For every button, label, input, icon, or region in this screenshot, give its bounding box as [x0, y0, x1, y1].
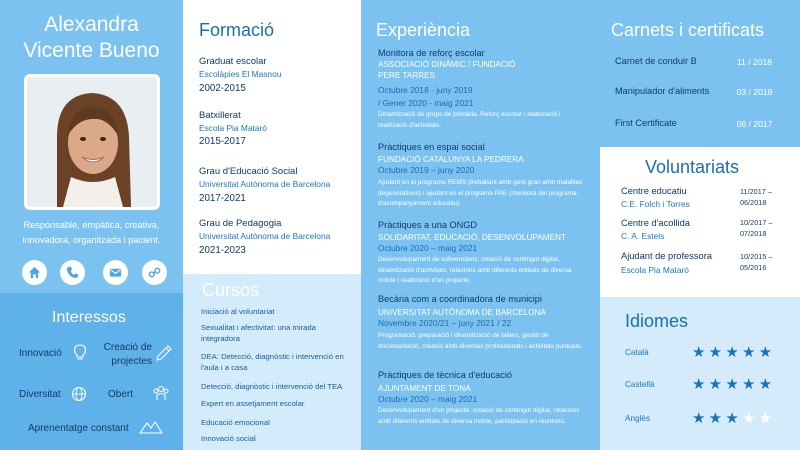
home-icon[interactable] — [22, 260, 47, 285]
experience-role: Pràctiques a una ONGD — [378, 220, 478, 230]
experience-desc: Desenvolupament d'un projecte, creació de contingut digital, relacions amb diferents entitats de diversa índole, participació en reunions. — [378, 407, 580, 425]
certificate-label: First Certificate — [615, 118, 677, 128]
experience-org: FUNDACIÓ CATALUNYA LA PEDRERA — [378, 155, 524, 164]
certificate-label: Carnet de conduir B — [615, 56, 697, 66]
star-filled-icon: ★ — [758, 376, 776, 393]
language-rating — [692, 377, 775, 392]
volunteer-role: Centre d'acollida — [621, 218, 690, 228]
course-item: Innovació social — [201, 434, 256, 443]
lightbulb-icon — [73, 344, 87, 362]
certificate-label: Manipulador d'aliments — [615, 86, 710, 96]
language-rating — [692, 345, 775, 360]
experience-role: Pràctiques en espai social — [378, 142, 485, 152]
course-item: Sexualitat i afectivitat: una mirada integradora — [201, 323, 316, 343]
experience-role: Pràctiques de tècnica d'educació — [378, 370, 513, 380]
star-filled-icon: ★ — [741, 376, 759, 393]
education-title: Formació — [199, 20, 275, 40]
globe-icon — [71, 386, 87, 402]
group-icon — [152, 384, 170, 402]
language-name: Català — [625, 348, 649, 357]
star-filled-icon: ★ — [725, 344, 742, 361]
education-school: Universitat Autònoma de Barcelona — [199, 179, 331, 189]
education-years: 2002-2015 — [199, 83, 246, 94]
certificate-date: 11 / 2018 — [736, 57, 773, 67]
star-filled-icon: ★ — [708, 344, 726, 361]
interest-label: Aprenentatge constant — [28, 423, 129, 434]
experience-dates: Novembre 2020/21 – juny 2021 / 22 — [378, 318, 512, 328]
portrait-image — [27, 77, 157, 207]
interests-title: Interessos — [52, 309, 126, 326]
experience-dates: Octubre 2020 – maig 2021 — [378, 243, 478, 253]
experience-title: Experiència — [376, 20, 471, 40]
experience-desc: Desenvolupament de subvencions, creació de contingut digital, dinamització d'activitats, relacions amb diferents entitats de diversa índole i realització d'un projecte. — [378, 256, 572, 284]
certificate-date: 06 / 2017 — [736, 119, 773, 129]
education-years: 2021-2023 — [199, 245, 246, 256]
education-years: 2015-2017 — [199, 136, 246, 147]
mountain-icon — [139, 418, 163, 434]
course-item: DEA: Detecció, diagnòstic i intervenció en l'aula i a casa — [201, 352, 344, 372]
tagline: Responsable, empàtica, creativa, innovadora, organitzada i pacient. — [22, 220, 161, 245]
course-item: Expert en assetjament escolar — [201, 399, 305, 408]
education-school: Universitat Autònoma de Barcelona — [199, 231, 331, 241]
experience-role: Becària com a coordinadora de municipi — [378, 294, 542, 304]
language-name: Anglès — [625, 414, 651, 423]
certificates-title: Carnets i certificats — [611, 20, 765, 40]
experience-desc: Dinamització de grups de primària. Reforç escolar i elaboració i realització d'activitats. — [378, 111, 561, 129]
experience-org: UNIVERSITAT AUTÒNOMA DE BARCELONA — [378, 308, 546, 317]
interest-label: Diversitat — [19, 389, 61, 400]
star-filled-icon: ★ — [692, 410, 709, 427]
volunteer-role: Ajudant de professora — [621, 251, 712, 261]
phone-icon[interactable] — [60, 260, 85, 285]
language-rating — [692, 411, 775, 426]
certificate-date: 03 / 2018 — [736, 87, 773, 97]
experience-dates: / Gener 2020 - maig 2021 — [378, 98, 474, 108]
education-school: Escolàpies El Masnou — [199, 69, 282, 79]
star-filled-icon: ★ — [692, 344, 709, 361]
course-item: Iniciació al voluntariat — [201, 307, 275, 316]
star-filled-icon: ★ — [725, 376, 742, 393]
experience-org: AJUNTAMENT DE TONA — [378, 384, 471, 393]
interest-label: Innovació — [19, 348, 62, 359]
course-item: Detecció, diagnòstic i intervenció del TEA — [201, 382, 343, 391]
volunteer-org: C. A. Estels — [621, 231, 665, 241]
course-item: Educació emocional — [201, 418, 270, 427]
languages-title: Idiomes — [625, 311, 689, 331]
link-icon[interactable] — [142, 260, 167, 285]
profile-column — [0, 0, 183, 450]
star-filled-icon: ★ — [758, 344, 776, 361]
star-filled-icon: ★ — [725, 410, 742, 427]
volunteer-dates: 11/2017 – 06/2018 — [740, 187, 772, 207]
education-years: 2017-2021 — [199, 193, 246, 204]
experience-desc: Ajudant en el programa REMS (treballant amb gent gran amb malalties degeneratives) i ajudant en el programa PAE (monitora del programa d'acompanyament educatiu). — [378, 179, 583, 207]
experience-column — [361, 0, 600, 450]
experience-role: Monitora de reforç escolar — [378, 48, 485, 58]
education-column — [183, 0, 361, 450]
volunteer-org: Escola Pia Mataró — [621, 265, 689, 275]
star-empty-icon: ★ — [758, 410, 776, 427]
last-name: Vicente Bueno — [23, 39, 160, 62]
star-filled-icon: ★ — [708, 410, 726, 427]
pencil-icon — [154, 343, 174, 363]
experience-desc: Programació, preparació i dinamització de tallers, gestió de documentació, creació amb diversos professionals i activitats puntuals. — [378, 332, 583, 350]
experience-dates: Octubre 2018 - juny 2019 — [378, 85, 473, 95]
star-filled-icon: ★ — [741, 344, 759, 361]
courses-title: Cursos — [202, 280, 260, 300]
interest-label: Obert — [108, 389, 134, 400]
mail-icon[interactable] — [103, 260, 128, 285]
star-filled-icon: ★ — [708, 376, 726, 393]
volunteering-title: Voluntariats — [645, 157, 740, 177]
volunteer-org: C.E. Folch i Torres — [621, 199, 690, 209]
education-degree: Grau de Pedagogia — [199, 218, 282, 229]
experience-org: SOLIDARITAT, EDUCACIÓ, DESENVOLUPAMENT — [378, 233, 566, 242]
star-empty-icon: ★ — [741, 410, 759, 427]
volunteer-dates: 10/2015 – 05/2016 — [740, 252, 773, 272]
profile-photo — [24, 74, 160, 210]
experience-dates: Octubre 2020 – maig 2021 — [378, 394, 478, 404]
volunteer-dates: 10/2017 – 07/2018 — [740, 218, 773, 238]
volunteer-role: Centre educatiu — [621, 186, 687, 196]
education-school: Escola Pia Mataró — [199, 123, 267, 133]
language-name: Castellà — [625, 380, 655, 389]
first-name: Alexandra — [44, 13, 139, 36]
experience-org: ASSOCIACIÓ DINÀMIC / FUNDACIÓ PERE TARRES — [378, 60, 516, 80]
education-degree: Grau d'Educació Social — [199, 166, 298, 177]
education-degree: Graduat escolar — [199, 56, 267, 67]
star-filled-icon: ★ — [692, 376, 709, 393]
interest-label: Creació de projectes — [103, 342, 152, 367]
side-info-column — [600, 0, 800, 450]
experience-dates: Octubre 2019 – juny 2020 — [378, 165, 475, 175]
education-degree: Batxillerat — [199, 110, 241, 121]
